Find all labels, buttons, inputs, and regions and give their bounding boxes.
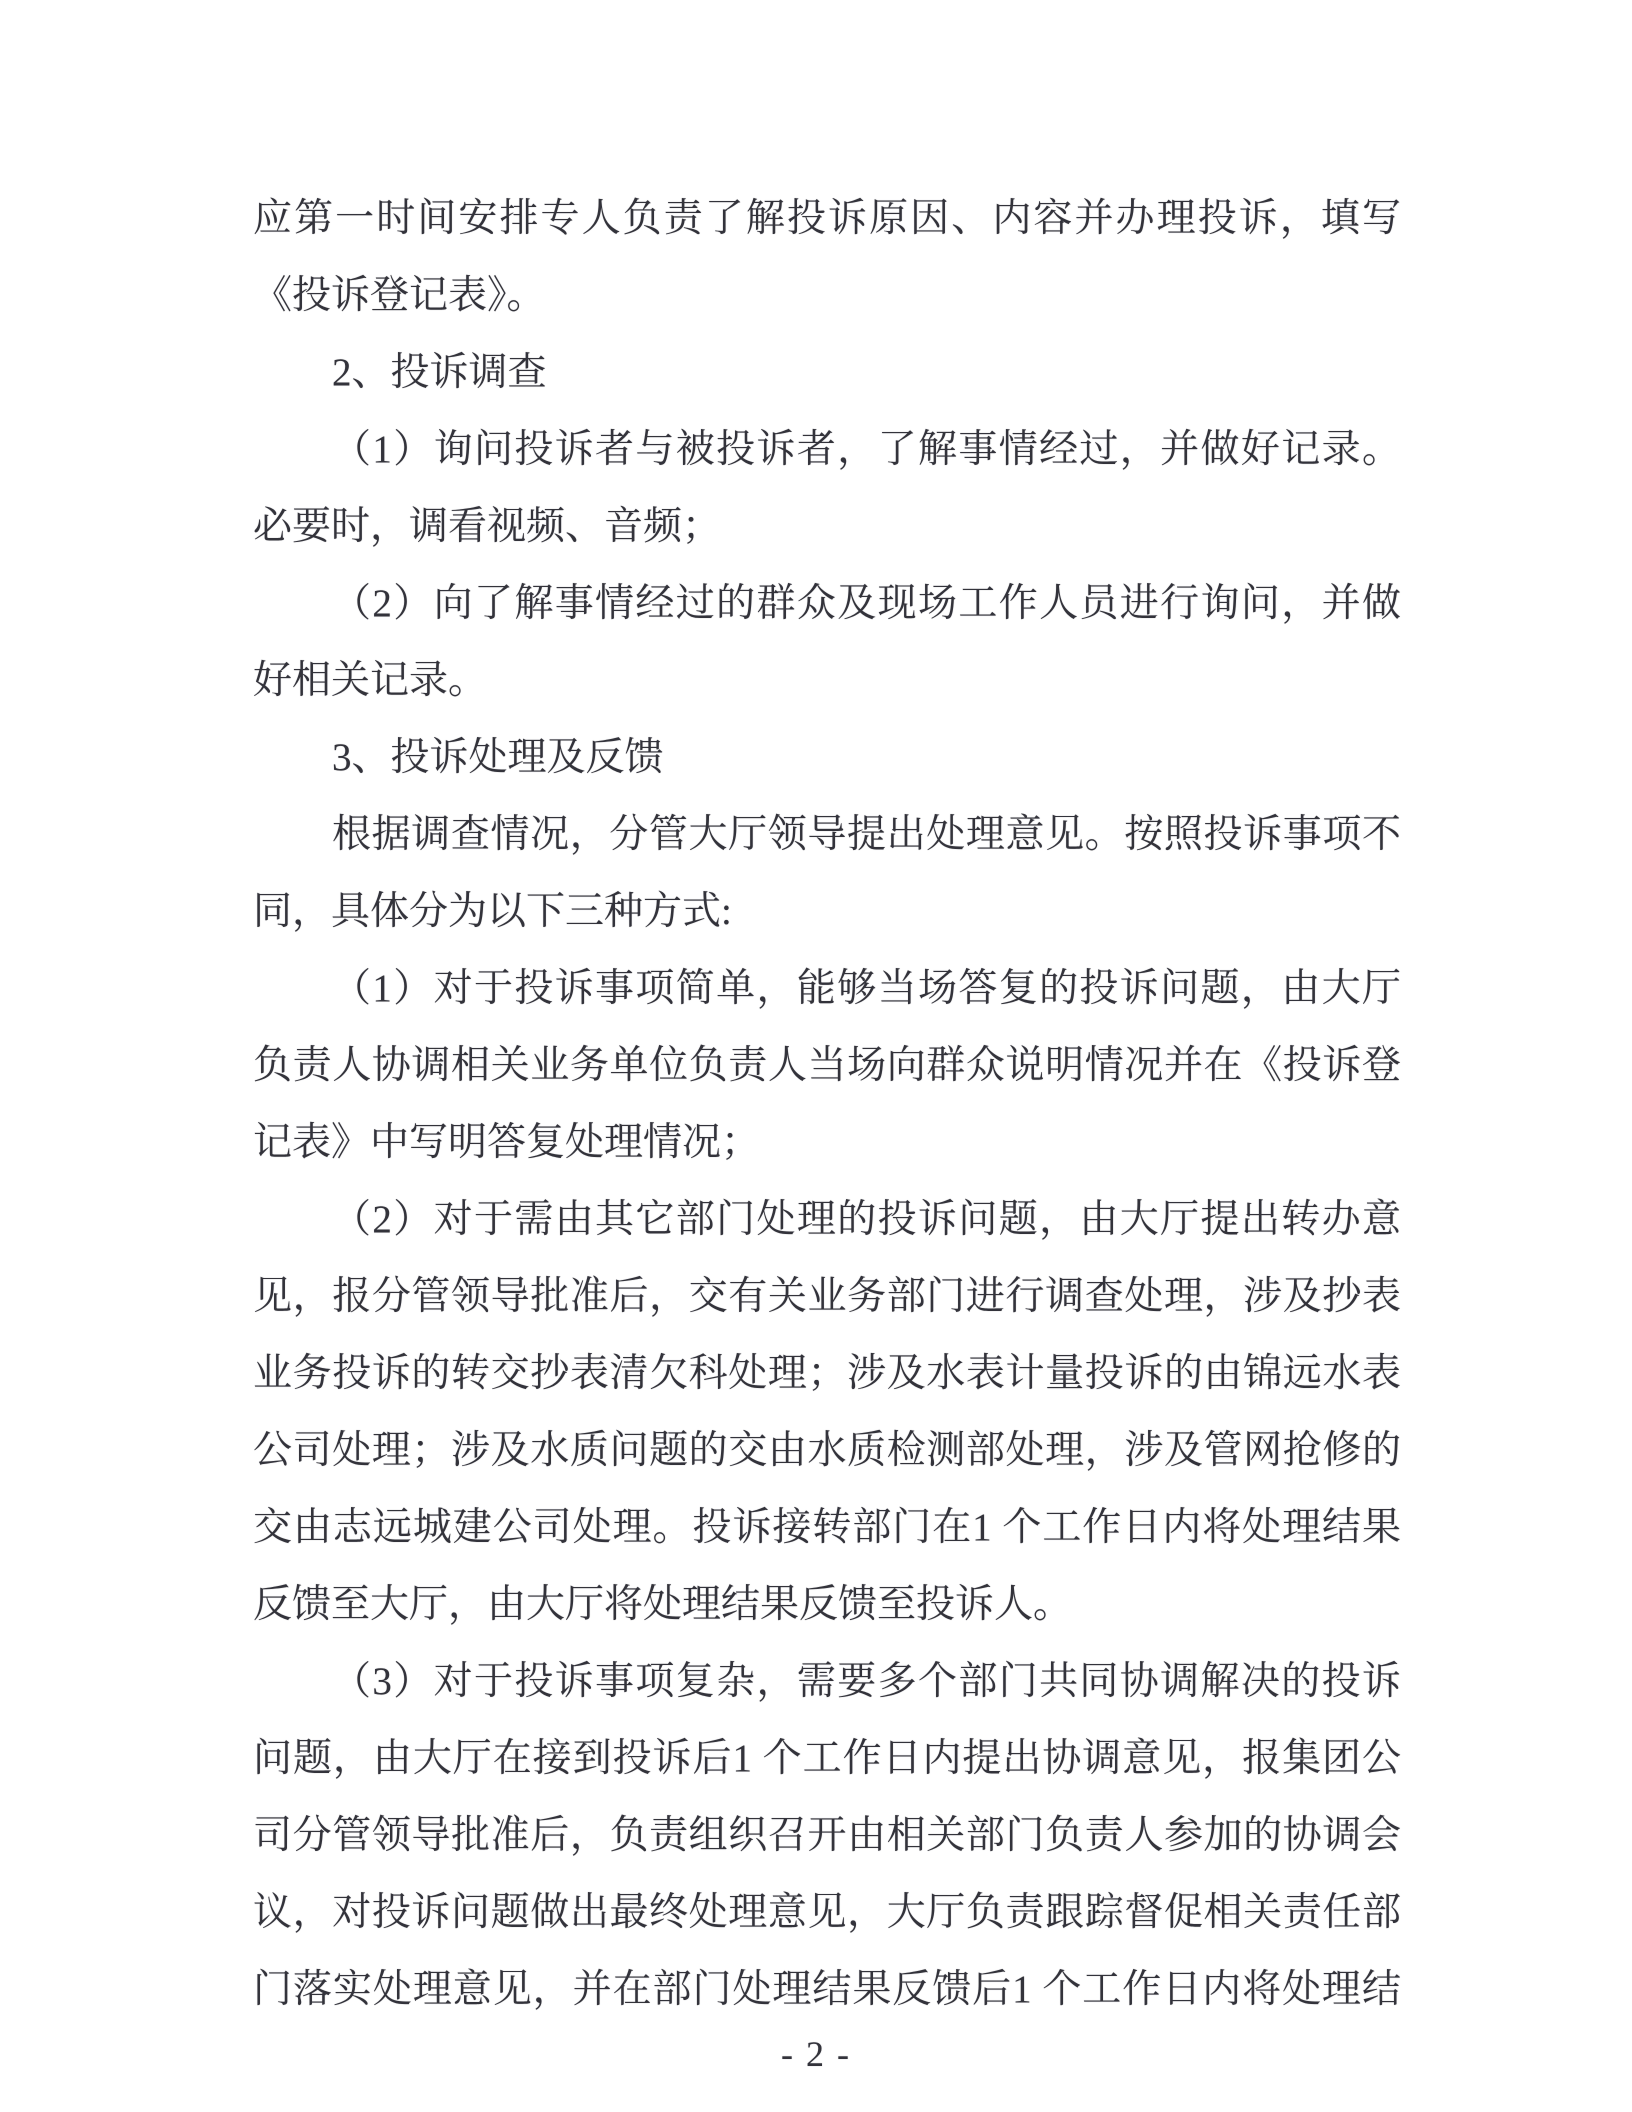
text-line: 反馈至大厅，由大厅将处理结果反馈至投诉人。 xyxy=(253,1583,1073,1626)
text-line: 同，具体分为以下三种方式: xyxy=(253,890,732,933)
text-line: 《投诉登记表》。 xyxy=(253,274,546,317)
text-line: （1）对于投诉事项简单，能够当场答复的投诉问题，由大厅 xyxy=(332,967,1401,1010)
text-line: 好相关记录。 xyxy=(253,659,488,702)
text-line: （2）向了解事情经过的群众及现场工作人员进行询问，并做 xyxy=(332,582,1401,625)
text-line: （1）询问投诉者与被投诉者，了解事情经过，并做好记录。 xyxy=(332,428,1401,471)
text-line: （2）对于需由其它部门处理的投诉问题，由大厅提出转办意 xyxy=(332,1198,1401,1241)
text-line: 必要时，调看视频、音频； xyxy=(253,505,722,548)
text-line: 负责人协调相关业务单位负责人当场向群众说明情况并在《投诉登 xyxy=(253,1044,1401,1087)
text-line: 记表》中写明答复处理情况； xyxy=(253,1121,761,1164)
text-line: 3、投诉处理及反馈 xyxy=(332,736,664,779)
page-number: - 2 - xyxy=(781,2034,851,2074)
text-line: 议，对投诉问题做出最终处理意见，大厅负责跟踪督促相关责任部 xyxy=(253,1891,1401,1934)
text-line: 司分管领导批准后，负责组织召开由相关部门负责人参加的协调会 xyxy=(253,1814,1401,1857)
text-line: 2、投诉调查 xyxy=(332,351,547,394)
text-line: 问题，由大厅在接到投诉后1 个工作日内提出协调意见，报集团公 xyxy=(253,1737,1401,1780)
text-line: 交由志远城建公司处理。投诉接转部门在1 个工作日内将处理结果 xyxy=(253,1506,1401,1549)
text-line: 门落实处理意见，并在部门处理结果反馈后1 个工作日内将处理结 xyxy=(253,1968,1401,2011)
text-line: （3）对于投诉事项复杂，需要多个部门共同协调解决的投诉 xyxy=(332,1660,1401,1703)
text-line: 见，报分管领导批准后，交有关业务部门进行调查处理，涉及抄表 xyxy=(253,1275,1401,1318)
text-line: 公司处理；涉及水质问题的交由水质检测部处理，涉及管网抢修的 xyxy=(253,1429,1401,1472)
text-line: 应第一时间安排专人负责了解投诉原因、内容并办理投诉，填写 xyxy=(253,197,1401,240)
text-line: 业务投诉的转交抄表清欠科处理；涉及水表计量投诉的由锦远水表 xyxy=(253,1352,1401,1395)
document-body xyxy=(253,180,1401,2028)
text-line: 根据调查情况，分管大厅领导提出处理意见。按照投诉事项不 xyxy=(332,813,1401,856)
